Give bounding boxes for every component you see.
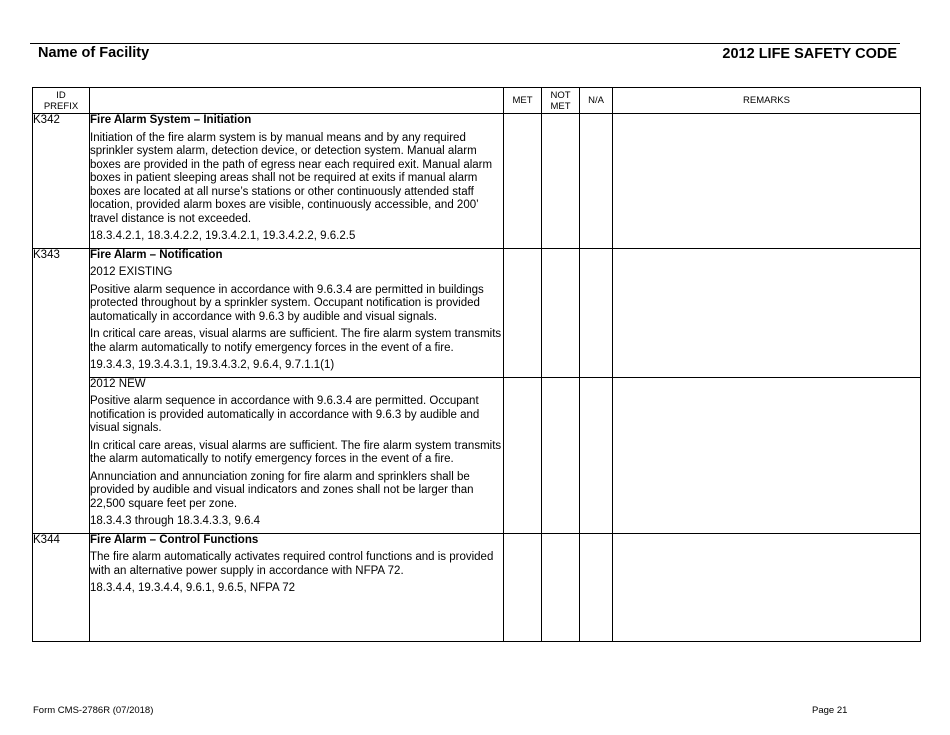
code-title: 2012 LIFE SAFETY CODE <box>722 46 897 62</box>
met-header: MET <box>504 88 542 114</box>
item-title: Fire Alarm – Notification <box>90 248 223 261</box>
not-met-cell[interactable] <box>542 377 580 533</box>
item-text: In critical care areas, visual alarms are sufficient. The fire alarm system transmits the alarm automatically to notify emergency forces in the event of a fire. <box>90 439 502 465</box>
id-prefix-cell: K342 <box>33 114 90 249</box>
na-cell[interactable] <box>580 377 613 533</box>
not-met-cell[interactable] <box>542 533 580 641</box>
item-text: Annunciation and annunciation zoning for fire alarm and sprinklers shall be provided by audible and visual indicators and zones shall not be larger than 22,500 square feet per zone. <box>90 470 474 510</box>
item-title: Fire Alarm – Control Functions <box>90 533 259 546</box>
remarks-cell[interactable] <box>613 248 921 377</box>
met-cell[interactable] <box>504 248 542 377</box>
inspection-table <box>32 87 921 642</box>
table-row <box>33 114 921 249</box>
id-prefix-header: ID PREFIX <box>33 88 90 114</box>
table-row <box>33 533 921 641</box>
description-header <box>90 88 504 114</box>
item-text: Initiation of the fire alarm system is by manual means and by any required sprinkler system alarm, detection device, or detection system. Manual alarm boxes are provided in the path of egress near each required exit. Manual alarm boxes in patient sleeping areas shall not be required at exits if manual alarm boxes are located at all nurse’s stations or other continuously attended staff location, provided alarm boxes are visible, continuously accessible, and 200’ travel distance is not exceeded. <box>90 131 493 225</box>
facility-name-label: Name of Facility <box>38 45 150 61</box>
table-row <box>33 248 921 377</box>
form-id: Form CMS-2786R (07/2018) <box>33 705 154 716</box>
id-prefix-cell: K343 <box>33 248 90 533</box>
remarks-cell[interactable] <box>613 533 921 641</box>
met-cell[interactable] <box>504 114 542 249</box>
table-row <box>33 377 921 533</box>
not-met-header: NOT MET <box>542 88 580 114</box>
na-cell[interactable] <box>580 533 613 641</box>
remarks-cell[interactable] <box>613 114 921 249</box>
na-cell[interactable] <box>580 248 613 377</box>
description-cell <box>90 248 504 377</box>
met-cell[interactable] <box>504 377 542 533</box>
description-cell <box>90 114 504 249</box>
description-cell <box>90 533 504 641</box>
edition-label: 2012 NEW <box>90 377 146 390</box>
edition-label: 2012 EXISTING <box>90 266 173 278</box>
na-header: N/A <box>580 88 613 114</box>
item-text: Positive alarm sequence in accordance with 9.6.3.4 are permitted in buildings protected throughout by a sprinkler system. Occupant notification is provided automatically in accordance with 9.6.3 by audible and visual signals. <box>90 283 484 323</box>
remarks-header: REMARKS <box>613 88 921 114</box>
item-text: In critical care areas, visual alarms are sufficient. The fire alarm system transmits the alarm automatically to notify emergency forces in the event of a fire. <box>90 328 502 354</box>
item-references: 18.3.4.2.1, 18.3.4.2.2, 19.3.4.2.1, 19.3.4.2.2, 9.6.2.5 <box>90 230 356 242</box>
description-cell <box>90 377 504 533</box>
item-references: 18.3.4.4, 19.3.4.4, 9.6.1, 9.6.5, NFPA 72 <box>90 582 296 594</box>
header-row <box>33 88 921 114</box>
met-cell[interactable] <box>504 533 542 641</box>
item-text: Positive alarm sequence in accordance with 9.6.3.4 are permitted. Occupant notification is provided automatically in accordance with 9.6.3 by audible and visual signals. <box>90 395 480 434</box>
not-met-cell[interactable] <box>542 114 580 249</box>
item-references: 19.3.4.3, 19.3.4.3.1, 19.3.4.3.2, 9.6.4, 9.7.1.1(1) <box>90 359 335 371</box>
page-number: Page 21 <box>812 705 848 716</box>
item-references: 18.3.4.3 through 18.3.4.3.3, 9.6.4 <box>90 515 261 527</box>
na-cell[interactable] <box>580 114 613 249</box>
id-prefix-cell: K344 <box>33 533 90 641</box>
not-met-cell[interactable] <box>542 248 580 377</box>
item-text: The fire alarm automatically activates required control functions and is provided with an alternative power supply in accordance with NFPA 72. <box>90 551 494 577</box>
remarks-cell[interactable] <box>613 377 921 533</box>
header-rule <box>30 43 900 44</box>
item-title: Fire Alarm System – Initiation <box>90 114 252 126</box>
